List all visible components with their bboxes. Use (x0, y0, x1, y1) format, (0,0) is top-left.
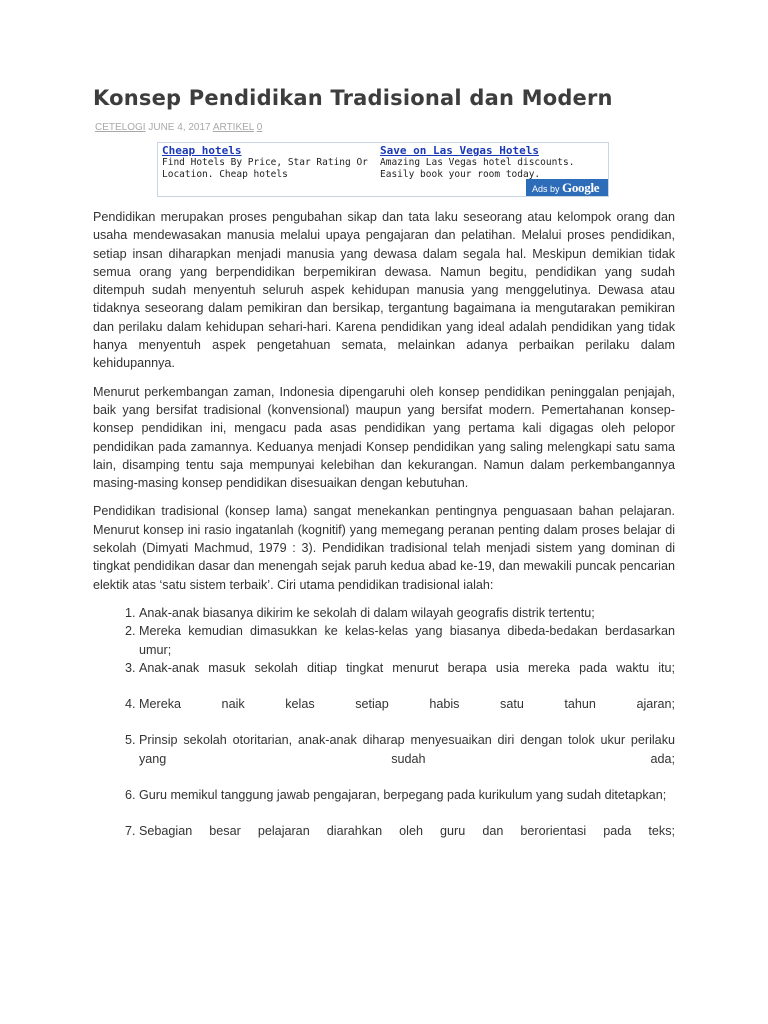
ad-description-line: Amazing Las Vegas hotel discounts. (380, 157, 575, 168)
post-date: JUNE 4, 2017 (148, 122, 211, 133)
page-title: Konsep Pendidikan Tradisional dan Modern (93, 86, 613, 110)
traditional-education-list (93, 604, 675, 841)
paragraph: Pendidikan merupakan proses pengubahan sikap dan tata laku seseorang atau kelompok orang dan usaha mendewasakan manusia melalui upaya pengajaran dan pelatihan. Melalui proses pendidikan, setiap insan diharapkan menjadi manusia yang dewasa dalam segala hal. Meskipun demikian tidak semua orang yang berpendidikan berpemikiran dewasa. Namun begitu, pendidikan yang sudah ditempuh sudah menyentuh seluruh aspek kehidupan manusia yang menggelutinya. Dewasa atau tidaknya seseorang dalam pemikiran dan bersikap, tergantung bagaimana ia mengutarakan pemikiran dan perilaku dalam kehidupan sehari-hari. Karena pendidikan yang ideal adalah pendidikan yang tidak hanya menyentuh aspek pengetahuan semata, melainkan adanya perbaikan perilaku dalam kehidupannya. (93, 210, 675, 371)
list-item: 1. Anak-anak biasanya dikirim ke sekolah di dalam wilayah geografis distrik tertentu; (139, 604, 675, 622)
ad-cheap-hotels[interactable] (162, 145, 372, 180)
post-meta (95, 122, 262, 133)
list-item: 4. Mereka naik kelas setiap habis satu tahun ajaran; (139, 695, 675, 713)
list-item: 2. Mereka kemudian dimasukkan ke kelas-kelas yang biasanya dibeda-bedakan berdasarkan umur; (139, 622, 675, 659)
list-item: 3. Anak-anak masuk sekolah ditiap tingkat menurut berapa usia mereka pada waktu itu; (139, 659, 675, 677)
google-logo: Google (562, 180, 600, 195)
list-item: 6. Guru memikul tanggung jawab pengajaran, berpegang pada kurikulum yang sudah ditetapkan; (139, 786, 675, 804)
comments-link[interactable]: 0 (256, 122, 263, 133)
ad-title-link[interactable]: Cheap hotels (162, 144, 242, 157)
article-body (93, 208, 675, 841)
ad-description-line: Location. Cheap hotels (162, 168, 288, 180)
author-link[interactable]: CETELOGI (95, 122, 146, 133)
ads-by-label: Ads by (532, 184, 560, 194)
paragraph: Pendidikan tradisional (konsep lama) sangat menekankan pentingnya penguasaan bahan pelajaran. Menurut konsep ini rasio ingatanlah (kognitif) yang memegang peranan penting dalam proses belajar di sekolah (Dimyati Machmud, 1979 : 3). Pendidikan tradisional telah menjadi sistem yang dominan di tingkat pendidikan dasar dan menengah sejak paruh kedua abad ke-19, dan mewakili puncak pencarian elektik atas ‘satu sistem terbaik’. Ciri utama pendidikan tradisional ialah: (93, 504, 675, 592)
ads-by-google-badge[interactable] (526, 179, 608, 196)
ad-description (162, 157, 372, 180)
list-item: 7. Sebagian besar pelajaran diarahkan oleh guru dan berorientasi pada teks; (139, 822, 675, 840)
ad-description (380, 157, 590, 180)
ad-description-line: Find Hotels By Price, Star Rating Or (162, 157, 368, 168)
paragraph: Menurut perkembangan zaman, Indonesia dipengaruhi oleh konsep pendidikan peninggalan penjajah, baik yang bersifat tradisional (konvensional) maupun yang bersifat modern. Pemertahanan konsep-konsep pendidikan ini, mengacu pada asas pendidikan yang pertama kali digagas oleh pelopor pendidikan pada zamannya. Keduanya menjadi Konsep pendidikan yang saling melengkapi satu sama lain, disamping tentu saja mempunyai kelebihan dan kekurangan. Namun dalam perkembangannya masing-masing konsep pendidikan disesuaikan dengan kebutuhan. (93, 384, 675, 491)
category-link[interactable]: ARTIKEL (212, 122, 254, 133)
ad-banner (157, 142, 609, 197)
ad-las-vegas-hotels[interactable] (380, 145, 590, 180)
ad-title-link[interactable]: Save on Las Vegas Hotels (380, 144, 539, 157)
list-item: 5. Prinsip sekolah otoritarian, anak-anak diharap menyesuaikan diri dengan tolok ukur perilaku yang sudah ada; (139, 731, 675, 768)
ad-description-line: Easily book your room today. (380, 168, 541, 180)
